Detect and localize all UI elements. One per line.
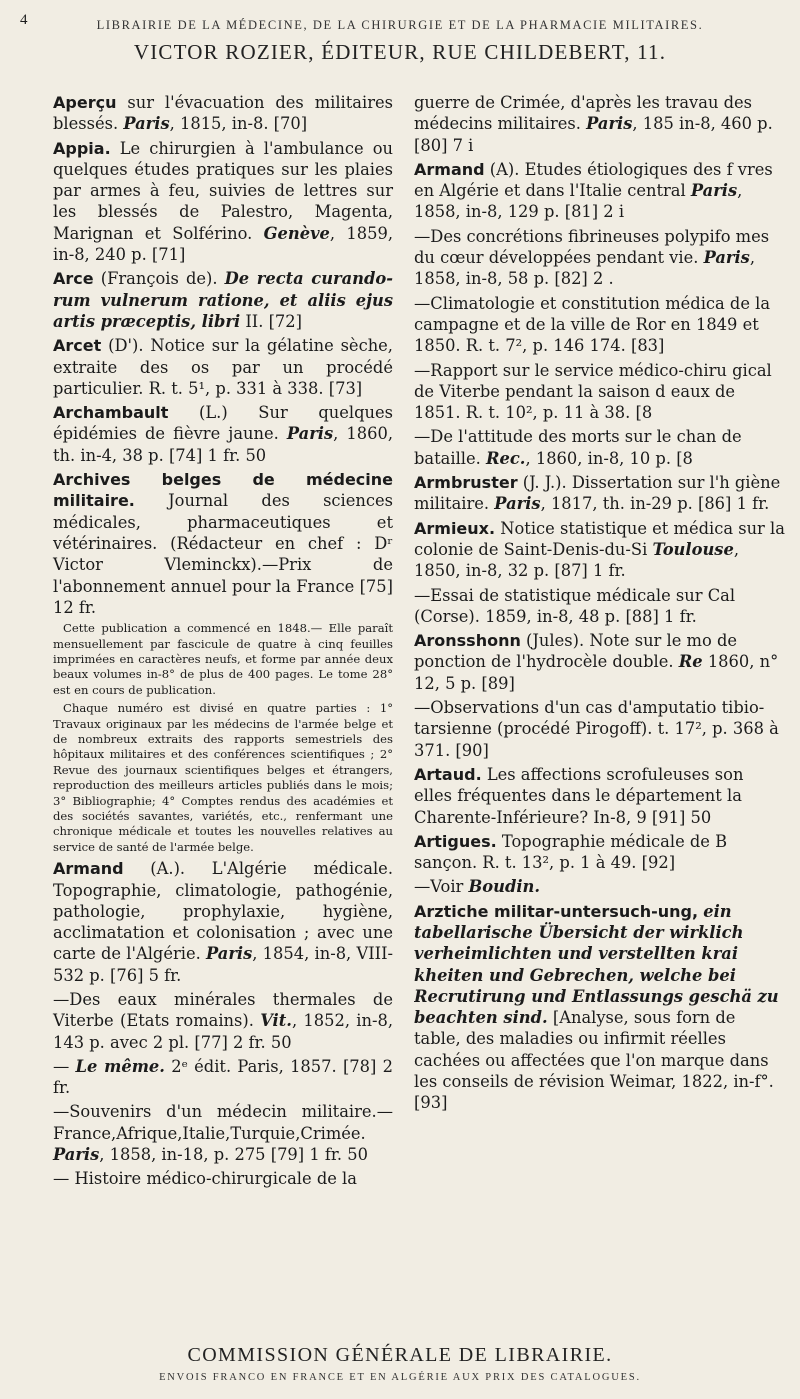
entry-text: (François de). (93, 269, 225, 289)
catalogue-entry (414, 472, 786, 515)
entry-place: ein tabellarische Übersicht der wirklich verheimlichten und verstellten krai kheiten und Gebrechen, welche bei Recrutirung und Entlassungs geschä zu beachten sind. (414, 901, 779, 1028)
entry-place: Paris (53, 1145, 100, 1165)
entry-rest: , 1859, in-8, 240 p. [71] (53, 223, 393, 265)
entry-place: Paris (690, 181, 738, 201)
entry-text: — Histoire médico-chirurgicale de la (53, 1169, 357, 1189)
publisher-line: VICTOR ROZIER, ÉDITEUR, RUE CHILDEBERT, 11. (133, 40, 667, 64)
entry-text: Topographie médicale de B sançon. R. t. 13², p. 1 à 49. [92] (414, 831, 728, 873)
catalogue-entry (53, 1056, 393, 1099)
catalogue-entry (53, 92, 393, 135)
entry-place: Vit. (260, 1011, 292, 1031)
catalogue-entry (53, 989, 393, 1053)
entry-place: Paris (286, 424, 334, 444)
note-paragraph: Chaque numéro est divisé en quatre parties : 1° Travaux originaux par les médecins de l'armée belge et de nombreux extraits des rapports semestriels des hôpitaux militaires et des conférences scientifiques ; 2° Revue des journaux scientifiques belges et étrangers, reproduction des meilleurs articles publiés dans le mois; 3° Bibliographie; 4° Comptes rendus des académies et des sociétés savantes, variétés, etc., renfermant une chronique médicale et toutes les nouvelles relatives au service de santé de l'armée belge. (53, 701, 393, 854)
page-number: 4 (20, 12, 28, 28)
entry-text: Les affections scrofuleuses son elles fréquentes dans le département la Charente-Inférieure? In-8, 9 [91] 50 (414, 764, 744, 827)
entry-text: guerre de Crimée, d'après les travau des médecins militaires. (414, 93, 753, 134)
catalogue-entry (414, 518, 786, 582)
entry-head: Archambault (53, 403, 169, 423)
entry-place: De recta curando-rum vulnerum ratione, et aliis ejus artis præceptis, libri (53, 269, 394, 331)
entry-rest: , 1860, th. in-4, 38 p. [74] 1 fr. 50 (53, 424, 393, 465)
entry-place: Paris (123, 114, 170, 134)
entry-text: (J. J.). Dissertation sur l'h giène militaire. (414, 473, 781, 514)
entry-rest: 1860, n° 12, 5 p. [89] (414, 652, 779, 693)
entry-head: Artaud. (414, 764, 482, 784)
entry-place: Paris (586, 114, 633, 134)
catalogue-entry (414, 585, 786, 628)
entry-text: —Des eaux minérales thermales de Viterbe (Etats romains). (53, 990, 393, 1031)
catalogue-entry (414, 426, 786, 469)
entry-text: (L.) Sur quelques épidémies de fièvre jaune. (53, 403, 393, 444)
catalogue-entry (53, 1101, 393, 1165)
catalogue-entry (414, 697, 786, 761)
entry-place: Re (678, 652, 703, 672)
entry-rest: , 1858, in-18, p. 275 [79] 1 fr. 50 (99, 1145, 368, 1165)
entry-rest: , 1858, in-8, 129 p. [81] 2 i (414, 181, 743, 222)
entry-head: Artigues. (414, 831, 497, 851)
note-paragraph: Cette publication a commencé en 1848.— Elle paraît mensuellement par fascicule de quatre à cinq feuilles imprimées en caractères neufs, et forme par année deux beaux volumes in-8° de plus de 400 pages. Le tome 28° est en cours de publication. (53, 621, 393, 697)
entry-head: Arce (53, 269, 94, 289)
entry-text: —Souvenirs d'un médecin militaire.— France,Afrique,Italie,Turquie,Crimée. (53, 1102, 393, 1143)
entry-place: Boudin. (468, 877, 541, 897)
catalogue-entry (414, 831, 786, 874)
entry-rest: , 1858, in-8, 58 p. [82] 2 . (414, 248, 756, 289)
left-column (53, 92, 393, 1193)
entry-text: Journal des sciences médicales, pharmaceutiques et vétérinaires. (Rédacteur en chef : Dʳ Victor Vleminckx).—Prix de l'abonnement annuel pour la France [75] 12 fr. (53, 491, 393, 617)
running-title: LIBRAIRIE DE LA MÉDECINE, DE LA CHIRURGIE ET DE LA PHARMACIE MILITAIRES. (96, 18, 704, 32)
catalogue-entry (414, 226, 786, 290)
entry-place: Paris (206, 944, 253, 964)
entry-head: Aronsshonn (414, 631, 521, 651)
catalogue-entry (414, 360, 786, 424)
entry-head: Armand (53, 859, 124, 879)
entry-rest: , 185 in-8, 460 p. [80] 7 i (414, 114, 773, 155)
entry-text: —Voir (414, 877, 469, 897)
entry-text: —Climatologie et constitution médica de la campagne et de la ville de Ror en 1849 et 1850. R. t. 7², p. 146 174. [83] (414, 293, 771, 356)
entry-head: Arcet (53, 336, 102, 356)
entry-text: (A.). L'Algérie médicale. Topographie, climatologie, pathogénie, pathologie, prophylaxie, hygiène, acclimatation et colonisation ; avec une carte de l'Algérie. (53, 859, 393, 964)
entry-rest: , 1815, in-8. [70] (169, 114, 308, 134)
entry-rest: [Analyse, sous forn de table, des maladies ou infirmit réelles cachées ou affectées que l'on marque dans les conseils de révision Weimar, 1822, in-f°. [93] (414, 1008, 774, 1113)
entry-rest: II. [72] (240, 311, 302, 331)
catalogue-entry (414, 876, 786, 897)
entry-head: Archives belges de médecine militaire. (53, 470, 393, 511)
catalogue-entry (53, 268, 393, 332)
catalogue-entry (53, 469, 393, 618)
entry-rest: , 1854, in-8, VIII-532 p. [76] 5 fr. (53, 944, 393, 985)
catalogue-entry (414, 92, 786, 156)
entry-text: (D'). Notice sur la gélatine sèche, extraite des os par un procédé particulier. R. t. 5¹, p. 331 à 338. [73] (53, 336, 393, 398)
entry-place: Genève (263, 223, 330, 243)
entry-place: Rec. (486, 448, 526, 468)
catalogue-entry (53, 402, 393, 466)
catalogue-entry (53, 1168, 393, 1189)
entry-text: (Jules). Note sur le mo de ponction de l'hydrocèle double. (414, 631, 738, 672)
entry-text: Le chirurgien à l'ambulance ou quelques études pratiques sur les plaies par armes à feu, suivies de lettres sur les blessés de Palestro, Magenta, Marignan et Solférino. (53, 138, 393, 243)
catalogue-entry (414, 630, 786, 694)
entry-text: Notice statistique et médica sur la colonie de Saint-Denis-du-Si (414, 518, 785, 559)
catalogue-entry (414, 764, 786, 828)
right-column (414, 92, 786, 1117)
entry-text: sur l'évacuation des militaires blessés. (53, 93, 393, 134)
entry-head: Armieux. (414, 518, 496, 538)
entry-place: Le même. (75, 1056, 165, 1076)
catalogue-entry (53, 858, 393, 986)
entry-text: — (53, 1056, 76, 1076)
entry-head: Arztiche militar-untersuch-ung, (414, 901, 699, 921)
entry-place: Paris (494, 494, 541, 514)
entry-text: —Essai de statistique médicale sur Cal (Corse). 1859, in-8, 48 p. [88] 1 fr. (414, 585, 736, 626)
entry-text: —Observations d'un cas d'amputatio tibio-tarsienne (procédé Pirogoff). t. 17², p. 368 à 371. [90] (414, 698, 779, 760)
entry-rest: , 1817, th. in-29 p. [86] 1 fr. (540, 494, 770, 514)
entry-place: Toulouse (652, 539, 734, 559)
entry-rest: , 1850, in-8, 32 p. [87] 1 fr. (414, 539, 739, 581)
catalogue-entry (53, 335, 393, 399)
entry-head: Aperçu (53, 93, 117, 112)
footer-shipping: ENVOIS FRANCO EN FRANCE ET EN ALGÉRIE AUX PRIX DES CATALOGUES. (159, 1372, 641, 1383)
entry-text: —De l'attitude des morts sur le chan de bataille. (414, 427, 742, 468)
entry-rest: , 1860, in-8, 10 p. [8 (525, 448, 693, 468)
catalogue-entry (414, 293, 786, 357)
entry-head: Appia. (53, 138, 111, 158)
entry-rest: 2ᵉ édit. Paris, 1857. [78] 2 fr. (53, 1056, 393, 1098)
catalogue-entry (414, 901, 786, 1114)
catalogue-entry (414, 159, 786, 223)
entry-head: Armbruster (414, 473, 518, 493)
entry-head: Armand (414, 159, 485, 179)
footer-commission: COMMISSION GÉNÉRALE DE LIBRAIRIE. (187, 1344, 613, 1366)
entry-text: —Des concrétions fibrineuses polypifo mes du cœur développées pendant vie. (414, 226, 770, 268)
entry-text: —Rapport sur le service médico-chiru gical de Viterbe pendant la saison d eaux de 1851. R. t. 10², p. 11 à 38. [8 (414, 360, 772, 423)
entry-rest: , 1852, in-8, 143 p. avec 2 pl. [77] 2 fr. 50 (53, 1011, 393, 1052)
entry-place: Paris (703, 248, 750, 268)
catalogue-entry (53, 138, 393, 266)
entry-text: (A). Etudes étiologiques des f vres en Algérie et dans l'Italie central (414, 159, 773, 201)
